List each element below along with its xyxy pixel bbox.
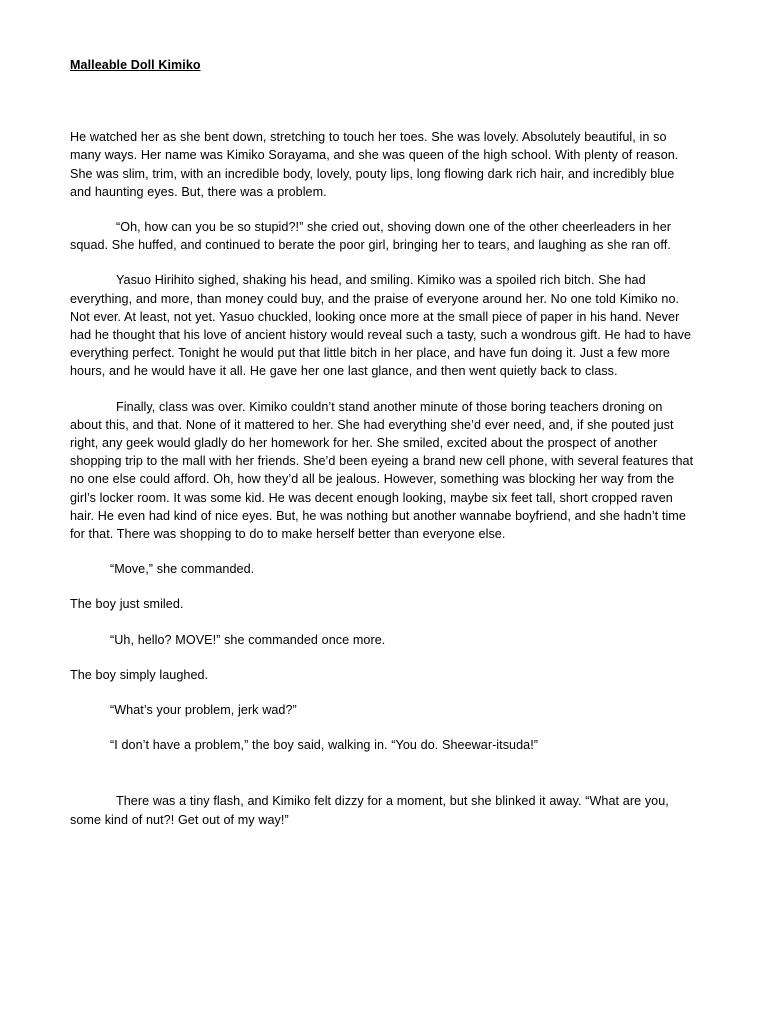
paragraph-7: “Uh, hello? MOVE!” she commanded once more.: [110, 632, 386, 647]
paragraph-10: “I don’t have a problem,” the boy said, walking in. “You do. Sheewar-itsuda!”: [110, 738, 539, 753]
paragraph-1: He watched her as she bent down, stretching to touch her toes. She was lovely. Absolutely beautiful, in so many ways. Her name was Kimiko Sorayama, and she was queen of the high school. With plenty of reason. She was slim, trim, with an incredible body, lovely, pouty lips, long flowing dark rich hair, and incredibly blue and haunting eyes. But, there was a problem.: [70, 130, 679, 199]
paragraph-4: Finally, class was over. Kimiko couldn’t stand another minute of those boring teachers droning on about this, and that. None of it mattered to her. She had everything she’d ever need, and, if she pouted just right, any geek would gladly do her homework for her. She smiled, excited about the prospect of another shopping trip to the mall with her friends. She’d been eyeing a brand new cell phone, with several features that no one else could afford. Oh, how they’d all be jealous. However, something was blocking her way from the girl’s locker room. It was some kid. He was decent enough looking, maybe six feet tall, short cropped raven hair. He even had kind of nice eyes. But, he was nothing but another wannabe boyfriend, and she hadn’t time for that. There was shopping to do to make herself better than everyone else.: [70, 399, 694, 541]
paragraph-9: “What’s your problem, jerk wad?”: [110, 703, 297, 717]
paragraph-5: “Move,” she commanded.: [110, 562, 255, 577]
paragraph-3: Yasuo Hirihito sighed, shaking his head, and smiling. Kimiko was a spoiled rich bitch. She had everything, and more, than money could buy, and the praise of everyone around her. No one told Kimiko no. Not ever. At least, not yet. Yasuo chuckled, looking once more at the small piece of paper in his hand. Never had he thought that his love of ancient history would reveal such a tasty, such a wondrous gift. He had to have everything perfect. Tonight he would put that little bitch in her place, and have fun doing it. Just a few more hours, and he would have it all. He gave her one last glance, and then went quietly back to class.: [70, 273, 692, 379]
page-title: Malleable Doll Kimiko: [70, 58, 201, 72]
paragraph-2: “Oh, how can you be so stupid?!” she cried out, shoving down one of the other cheerleaders in her squad. She huffed, and continued to berate the poor girl, bringing her to tears, and laughing as she ran off.: [70, 219, 672, 253]
title-spacer: [70, 74, 696, 128]
paragraph-6: The boy just smiled.: [70, 597, 184, 612]
paragraph-8: The boy simply laughed.: [70, 667, 209, 682]
paragraph-11: There was a tiny flash, and Kimiko felt dizzy for a moment, but she blinked it away. “What are you, some kind of nut?! Get out of my way!”: [70, 794, 669, 827]
